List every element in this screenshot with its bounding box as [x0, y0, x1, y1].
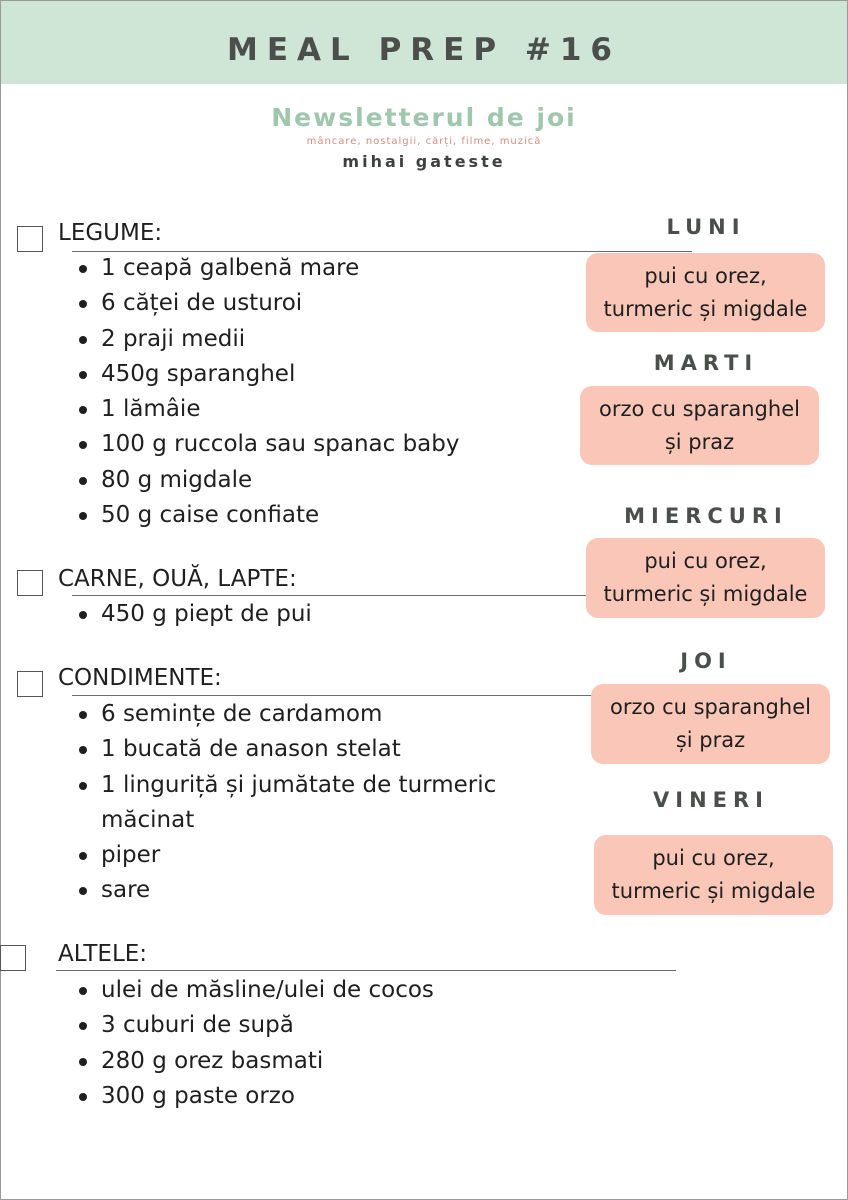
day-label-miercuri: MIERCURI	[624, 504, 788, 528]
shopping-list-legume	[77, 251, 547, 533]
list-item: 3 cuburi de supă	[77, 1008, 547, 1043]
list-item: 2 praji medii	[77, 322, 547, 357]
list-item: 1 lămâie	[77, 392, 547, 427]
checkbox-altele[interactable]	[0, 945, 26, 971]
section-divider	[72, 595, 592, 596]
list-item: 6 căței de usturoi	[77, 286, 547, 321]
newsletter-title: Newsletterul de joi	[271, 103, 577, 132]
list-item: 280 g orez basmati	[77, 1044, 547, 1079]
list-item: ulei de măsline/ulei de cocos	[77, 973, 547, 1008]
page-title: MEAL PREP #16	[227, 32, 621, 68]
list-item: 450g sparanghel	[77, 357, 547, 392]
checkbox-legume[interactable]	[17, 226, 43, 252]
list-item: 300 g paste orzo	[77, 1079, 547, 1114]
day-label-marti: MARTI	[653, 351, 759, 375]
shopping-list-altele	[77, 973, 547, 1114]
section-label-carne: CARNE, OUĂ, LAPTE:	[58, 566, 297, 592]
list-item: 80 g migdale	[77, 463, 547, 498]
list-item: 100 g ruccola sau spanac baby	[77, 427, 547, 462]
section-label-altele: ALTELE:	[58, 941, 148, 967]
list-item: 1 bucată de anason stelat	[77, 732, 547, 767]
newsletter-subtitle: mâncare, nostalgii, cărți, filme, muzică	[306, 136, 542, 147]
section-label-legume: LEGUME:	[58, 220, 163, 246]
checkbox-carne[interactable]	[17, 570, 43, 596]
meal-card-marti: orzo cu sparanghel și praz	[580, 386, 819, 465]
newsletter-author: mihai gateste	[342, 152, 506, 171]
checkbox-condimente[interactable]	[17, 671, 43, 697]
section-label-condimente: CONDIMENTE:	[58, 665, 222, 691]
header-banner	[1, 1, 847, 84]
list-item: sare	[77, 873, 547, 908]
shopping-list-carne	[77, 597, 547, 632]
shopping-list-condimente	[77, 697, 547, 909]
day-label-vineri: VINERI	[653, 788, 769, 812]
section-divider	[56, 970, 676, 971]
list-item: 450 g piept de pui	[77, 597, 547, 632]
list-item: 6 semințe de cardamom	[77, 697, 547, 732]
day-label-joi: JOI	[680, 649, 732, 673]
meal-card-joi: orzo cu sparanghel și praz	[591, 684, 830, 764]
list-item: 1 ceapă galbenă mare	[77, 251, 547, 286]
list-item: 50 g caise confiate	[77, 498, 547, 533]
section-divider	[72, 695, 592, 696]
list-item: 1 linguriță și jumătate de turmeric măcinat	[77, 768, 547, 839]
list-item: piper	[77, 838, 547, 873]
meal-card-luni: pui cu orez, turmeric și migdale	[586, 253, 825, 332]
meal-card-vineri: pui cu orez, turmeric și migdale	[594, 835, 833, 915]
day-label-luni: LUNI	[666, 215, 746, 239]
meal-card-miercuri: pui cu orez, turmeric și migdale	[586, 538, 825, 618]
